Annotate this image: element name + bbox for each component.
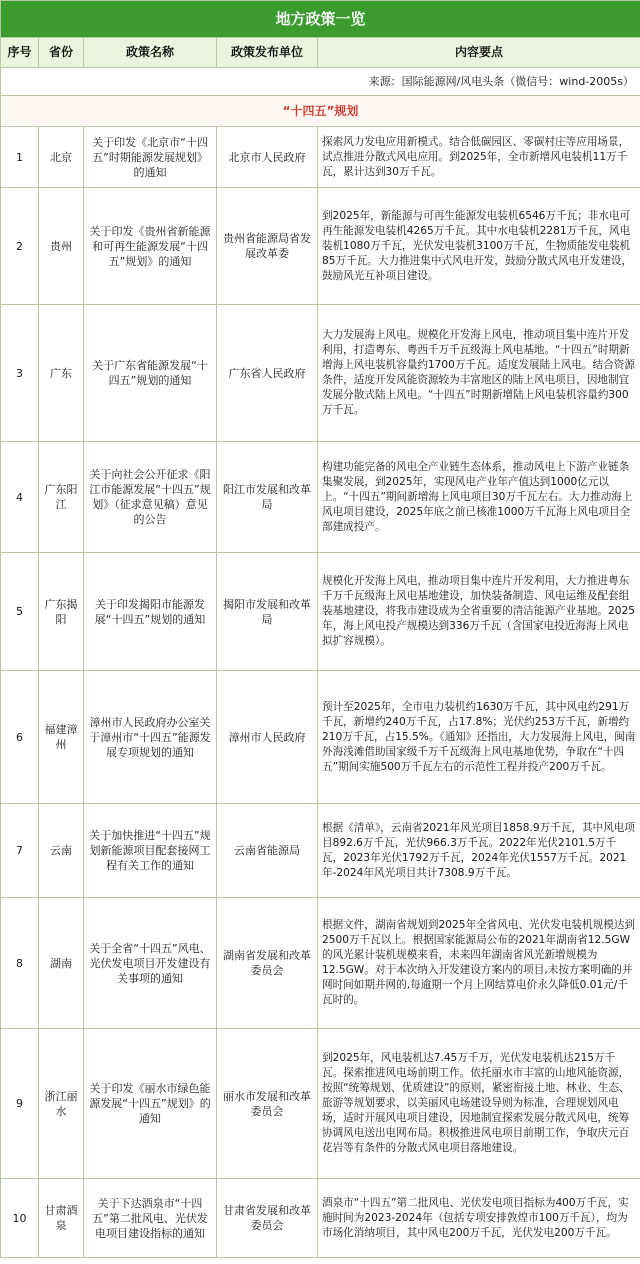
row-issuer: 丽水市发展和改革委员会 (217, 1029, 318, 1179)
row-province: 广东揭阳 (39, 553, 84, 671)
row-content: 根据文件，湖南省规划到2025年全省风电、光伏发电装机规模达到2500万千瓦以上。根据国家能源局公布的2021年湖南省12.5GW的风光累计装机规模来看，未来四年湖南省风光新增规模为12.5GW。对于本次纳入开发建设方案内的项目,未按方案明确的并网时间如期并网的,每逾期一个月上网结算电价永久降低0.01元/千瓦时的。 (318, 898, 640, 1029)
table-row (1, 127, 640, 188)
row-issuer: 甘肃省发展和改革委员会 (217, 1179, 318, 1258)
row-content: 探索风力发电应用新模式。结合低碳园区、零碳村庄等应用场景，试点推进分散式风电应用。到2025年，全市新增风电装机11万千瓦，累计达到30万千瓦。 (318, 127, 640, 188)
row-policy-name: 关于加快推进“十四五”规划新能源项目配套接网工程有关工作的通知 (84, 804, 217, 898)
row-province: 湖南 (39, 898, 84, 1029)
row-province: 广东阳江 (39, 442, 84, 553)
header-policy-name: 政策名称 (84, 38, 217, 68)
row-issuer: 云南省能源局 (217, 804, 318, 898)
row-issuer: 揭阳市发展和改革局 (217, 553, 318, 671)
row-issuer: 湖南省发展和改革委员会 (217, 898, 318, 1029)
row-content: 根据《清单》，云南省2021年风光项目1858.9万千瓦，其中风电项目892.6万千瓦，光伏966.3万千瓦。2022年光伏2101.5万千瓦，2023年光伏1792万千瓦，2024年光伏1557万千瓦。2021年-2024年风光项目共计7308.9万千瓦。 (318, 804, 640, 898)
row-number: 2 (1, 188, 39, 305)
table-row (1, 305, 640, 442)
row-province: 贵州 (39, 188, 84, 305)
row-policy-name: 关于印发《丽水市绿色能源发展“十四五”规划》的通知 (84, 1029, 217, 1179)
row-policy-name: 关于印发揭阳市能源发展“十四五”规划的通知 (84, 553, 217, 671)
row-policy-name: 关于广东省能源发展“十四五”规划的通知 (84, 305, 217, 442)
row-province: 广东 (39, 305, 84, 442)
row-province: 福建漳州 (39, 671, 84, 804)
row-policy-name: 关于向社会公开征求《阳江市能源发展“十四五”规划》（征求意见稿）意见的公告 (84, 442, 217, 553)
header-content: 内容要点 (318, 38, 640, 68)
header-issuer: 政策发布单位 (217, 38, 318, 68)
row-content: 大力发展海上风电。规模化开发海上风电，推动项目集中连片开发利用，打造粤东、粤西千万千瓦级海上风电基地。“十四五”时期新增海上风电装机容量约1700万千瓦。适度发展陆上风电。结合资源条件，适度开发风能资源较为丰富地区的陆上风电项目，因地制宜发展分散式陆上风电。“十四五”时期新增陆上风电装机容量约300万千瓦。 (318, 305, 640, 442)
row-policy-name: 漳州市人民政府办公室关于漳州市“十四五”能源发展专项规划的通知 (84, 671, 217, 804)
row-number: 7 (1, 804, 39, 898)
row-issuer: 漳州市人民政府 (217, 671, 318, 804)
table-row (1, 804, 640, 898)
row-number: 1 (1, 127, 39, 188)
table-row (1, 898, 640, 1029)
row-number: 3 (1, 305, 39, 442)
row-issuer: 阳江市发展和改革局 (217, 442, 318, 553)
header-no: 序号 (1, 38, 39, 68)
row-issuer: 北京市人民政府 (217, 127, 318, 188)
row-content: 构建功能完备的风电全产业链生态体系，推动风电上下游产业链条集聚发展，到2025年，实现风电产业年产值达到1000亿元以上。“十四五”期间新增海上风电项目30万千瓦左右。大力推动海上风电项目建设，2025年底之前已核准1000万千瓦海上风电项目全部建成投产。 (318, 442, 640, 553)
row-policy-name: 关于印发《北京市“十四五”时期能源发展规划》的通知 (84, 127, 217, 188)
row-content: 到2025年，风电装机达7.45万千万，光伏发电装机达215万千瓦。探索推进风电场前期工作。依托丽水市丰富的山地风能资源，按照“统筹规划、优质建设”的原则，紧密衔接土地、林业、生态、旅游等规划要求，以美丽风电场建设导则为标准，合理规划风电场，适时开展风电项目建设，因地制宜探索发展分散式风电，统筹协调风电送出电网布局。积极推进风电项目前期工作，争取庆元百花岩等有条件的分散式风电项目落地建设。 (318, 1029, 640, 1179)
row-issuer: 贵州省能源局省发展改革委 (217, 188, 318, 305)
row-number: 8 (1, 898, 39, 1029)
row-number: 10 (1, 1179, 39, 1258)
section-title: “十四五”规划 (1, 96, 640, 127)
table-row (1, 188, 640, 305)
row-number: 9 (1, 1029, 39, 1179)
table-row (1, 671, 640, 804)
row-issuer: 广东省人民政府 (217, 305, 318, 442)
table-row (1, 442, 640, 553)
row-province: 北京 (39, 127, 84, 188)
row-policy-name: 关于下达酒泉市“十四五”第二批风电、光伏发电项目建设指标的通知 (84, 1179, 217, 1258)
table-row (1, 553, 640, 671)
row-number: 4 (1, 442, 39, 553)
row-province: 云南 (39, 804, 84, 898)
row-province: 浙江丽水 (39, 1029, 84, 1179)
header-province: 省份 (39, 38, 84, 68)
row-content: 规模化开发海上风电，推动项目集中连片开发利用，大力推进粤东千万千瓦级海上风电基地建设，加快装备制造、风电运维及配套组装基地建设，将我市建设成为全省重要的清洁能源产业基地。2025年，海上风电投产规模达到336万千瓦（含国家电投近海海上风电拟扩容规模）。 (318, 553, 640, 671)
table-row (1, 1179, 640, 1258)
table-title: 地方政策一览 (1, 1, 640, 38)
row-content: 到2025年，新能源与可再生能源发电装机6546万千瓦；非水电可再生能源发电装机4265万千瓦。其中水电装机2281万千瓦，风电装机1080万千瓦，光伏发电装机3100万千瓦，生物质能发电装机85万千瓦。大力推进集中式风电开发，鼓励分散式风电开发建设，鼓励风光互补项目建设。 (318, 188, 640, 305)
row-number: 5 (1, 553, 39, 671)
row-policy-name: 关于全省“十四五”风电、光伏发电项目开发建设有关事项的通知 (84, 898, 217, 1029)
row-policy-name: 关于印发《贵州省新能源和可再生能源发展“十四五”规划》的通知 (84, 188, 217, 305)
source-note: 来源：国际能源网/风电头条（微信号：wind-2005s） (1, 68, 640, 96)
row-province: 甘肃酒泉 (39, 1179, 84, 1258)
row-content: 酒泉市“十四五”第二批风电、光伏发电项目指标为400万千瓦，实施时间为2023-2024年（包括专项安排敦煌市100万千瓦），均为市场化消纳项目，其中风电200万千瓦，光伏发电200万千瓦。 (318, 1179, 640, 1258)
row-number: 6 (1, 671, 39, 804)
row-content: 预计至2025年，全市电力装机约1630万千瓦，其中风电约291万千瓦，新增约240万千瓦，占17.8%；光伏约253万千瓦，新增约210万千瓦，占15.5%。《通知》还指出，大力发展海上风电，闽南外海浅滩借助国家级千万千瓦级海上风电基地优势，争取在“十四五”期间实施500万千瓦左右的示范性工程并投产200万千瓦。 (318, 671, 640, 804)
table-row (1, 1029, 640, 1179)
